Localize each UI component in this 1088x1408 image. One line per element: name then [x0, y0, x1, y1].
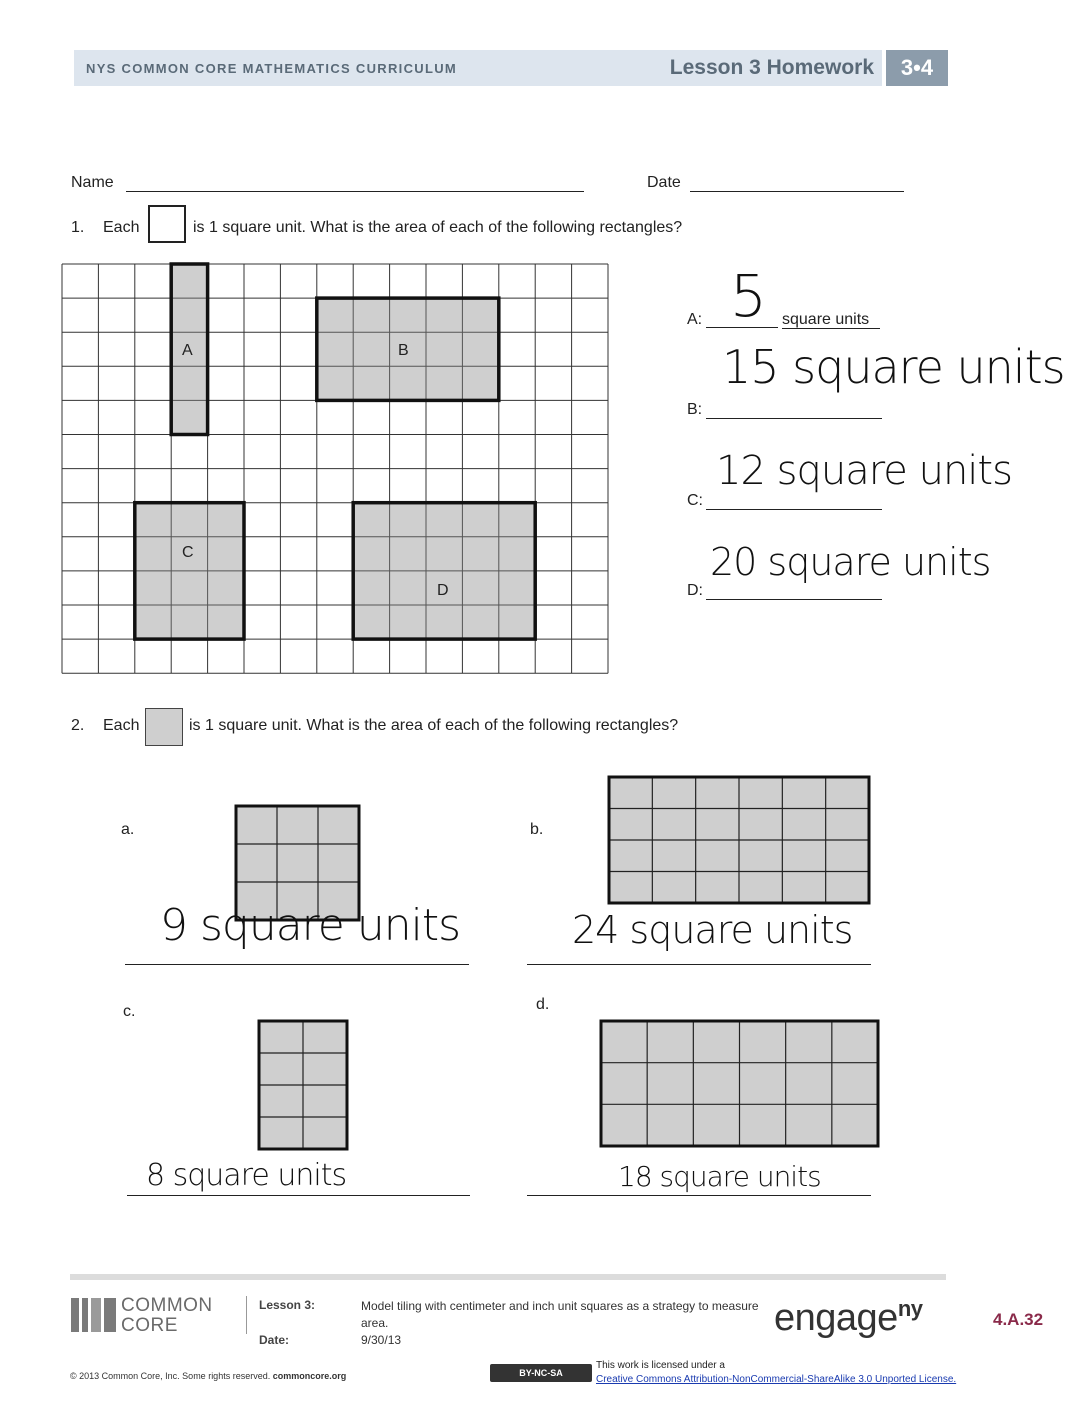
- brand-line1: COMMON: [121, 1295, 213, 1316]
- rect-label-a: A: [182, 342, 193, 359]
- cc-license-badge-icon[interactable]: [490, 1364, 592, 1382]
- q1-number: 1.: [71, 219, 85, 236]
- footer-divider: [246, 1296, 247, 1334]
- common-core-logo-icon: [71, 1298, 117, 1332]
- handwritten-answer-d: 20 square units: [710, 540, 991, 584]
- part-label-c: c.: [123, 1003, 136, 1020]
- engageny-logo: [774, 1296, 923, 1340]
- copyright: [70, 1371, 346, 1381]
- answer-line-2b[interactable]: [527, 964, 871, 965]
- q1-each: Each: [103, 219, 140, 236]
- footer-date-value: 9/30/13: [361, 1333, 402, 1347]
- license-link[interactable]: Creative Commons Attribution-NonCommercial-ShareAlike 3.0 Unported License.: [596, 1374, 957, 1385]
- handwritten-answer-2c: 8 square units: [146, 1158, 347, 1193]
- rect-label-c: C: [182, 544, 194, 561]
- answer-label-b: B:: [687, 401, 703, 418]
- rect-2d: [601, 1021, 878, 1146]
- curriculum-title: NYS COMMON CORE MATHEMATICS CURRICULUM: [86, 61, 458, 76]
- date-label: Date: [647, 174, 681, 191]
- copyright-site: commoncore.org: [272, 1371, 347, 1381]
- cc-badge-text: BY-NC-SA: [519, 1368, 563, 1378]
- handwritten-answer-a: 5: [730, 262, 767, 330]
- brand-line2: CORE: [121, 1315, 178, 1336]
- q1-prompt: is 1 square unit. What is the area of each of the following rectangles?: [193, 219, 683, 236]
- handwritten-answer-2a: 9 square units: [160, 900, 461, 951]
- part-label-b: b.: [530, 821, 544, 838]
- module-badge: 3•4: [886, 50, 948, 86]
- answer-line-2c[interactable]: [127, 1195, 470, 1196]
- answer-a-suffix: square units: [782, 311, 870, 328]
- footer-date-label: Date:: [259, 1333, 290, 1347]
- license-line1: This work is licensed under a: [596, 1360, 725, 1371]
- footer-lesson-label: Lesson 3:: [259, 1298, 316, 1312]
- handwritten-answer-2d: 18 square units: [618, 1160, 821, 1193]
- q2-each: Each: [103, 717, 140, 734]
- engage-sup: ny: [897, 1296, 923, 1321]
- handwritten-answer-c: 12 square units: [716, 448, 1012, 494]
- rect-2b: [609, 777, 869, 903]
- answer-line-2d[interactable]: [527, 1195, 871, 1196]
- footer-rule: [70, 1274, 946, 1280]
- part-label-d: d.: [536, 996, 550, 1013]
- page-code: 4.A.32: [993, 1310, 1044, 1329]
- footer-lesson-desc: Model tiling with centimeter and inch unit squares as a strategy to measure area.: [361, 1299, 759, 1330]
- rect-label-b: B: [398, 342, 409, 359]
- engage-text: engage: [774, 1297, 898, 1339]
- answer-label-c: C:: [687, 492, 703, 509]
- copyright-text: © 2013 Common Core, Inc. Some rights reserved.: [70, 1371, 271, 1381]
- rect-label-d: D: [437, 582, 449, 599]
- handwritten-answer-b: 15 square units: [722, 340, 1065, 394]
- name-label: Name: [71, 174, 114, 191]
- q2-number: 2.: [71, 717, 85, 734]
- answer-line-2a[interactable]: [125, 964, 469, 965]
- answer-label-d: D:: [687, 582, 703, 599]
- answer-label-a: A:: [687, 311, 703, 328]
- q2-prompt: is 1 square unit. What is the area of each of the following rectangles?: [189, 717, 679, 734]
- rect-2c: [259, 1021, 347, 1149]
- part-label-a: a.: [121, 821, 135, 838]
- handwritten-answer-2b: 24 square units: [572, 908, 853, 952]
- lesson-title: Lesson 3 Homework: [669, 56, 874, 79]
